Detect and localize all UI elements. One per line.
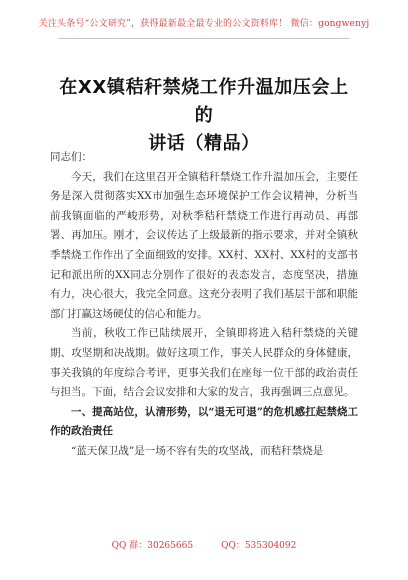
footer-qq: QQ：535304092 (221, 541, 297, 551)
title-line-2: 讲话（精品） (148, 133, 260, 154)
section-heading: 一、提高站位，认清形势，以“退无可退”的危机感扛起禁烧工作的政治责任 (50, 405, 358, 438)
body-paragraph: 今天，我们在这里召开全镇秸秆禁烧工作升温加压会，主要任务是深入贯彻落实XX市加强生态环境保护工作会议精神，分析当前我镇面临的严峻形势，对秋季秸秆禁烧工作进行再动员、再部署、再加压。刚才，会议传达了上级最新的指示要求，并对全镇秋季禁烧工作作出了全面细致的安排。XX村、XX村、XX村的支部书记和派出所的XX同志分别作了很好的表态发言，态度坚决，措施有力，决心很大，我完全同意。这充分表明了我们基层干部和职能部门打赢这场硬仗的信心和能力。 (50, 170, 358, 320)
header-divider (58, 38, 350, 39)
header-banner: 关注头条号“公文研究”，获得最新最全最专业的公文资料库！ 微信：gongwenyj (38, 19, 370, 29)
document-body (50, 148, 358, 462)
document-title (58, 74, 350, 158)
title-line-1: 在XX镇秸秆禁烧工作升温加压会上的 (59, 77, 349, 126)
footer-qq-group: QQ 群：30265665 (111, 541, 194, 551)
body-paragraph: “蓝天保卫战”是一场不容有失的攻坚战，而秸秆禁烧是 (71, 444, 324, 457)
body-paragraph: 当前，秋收工作已陆续展开，全镇即将进入秸秆禁烧的关键期、攻坚期和决战期。做好这项工作，事关人民群众的身体健康，事关我镇的年度综合考评，更事关我们在座每一位干部的政治责任与担当。下面，结合会议安排和大家的发言，我再强调三点意见。 (50, 327, 358, 399)
footer-contact (0, 538, 408, 551)
salutation: 同志们： (50, 151, 92, 163)
